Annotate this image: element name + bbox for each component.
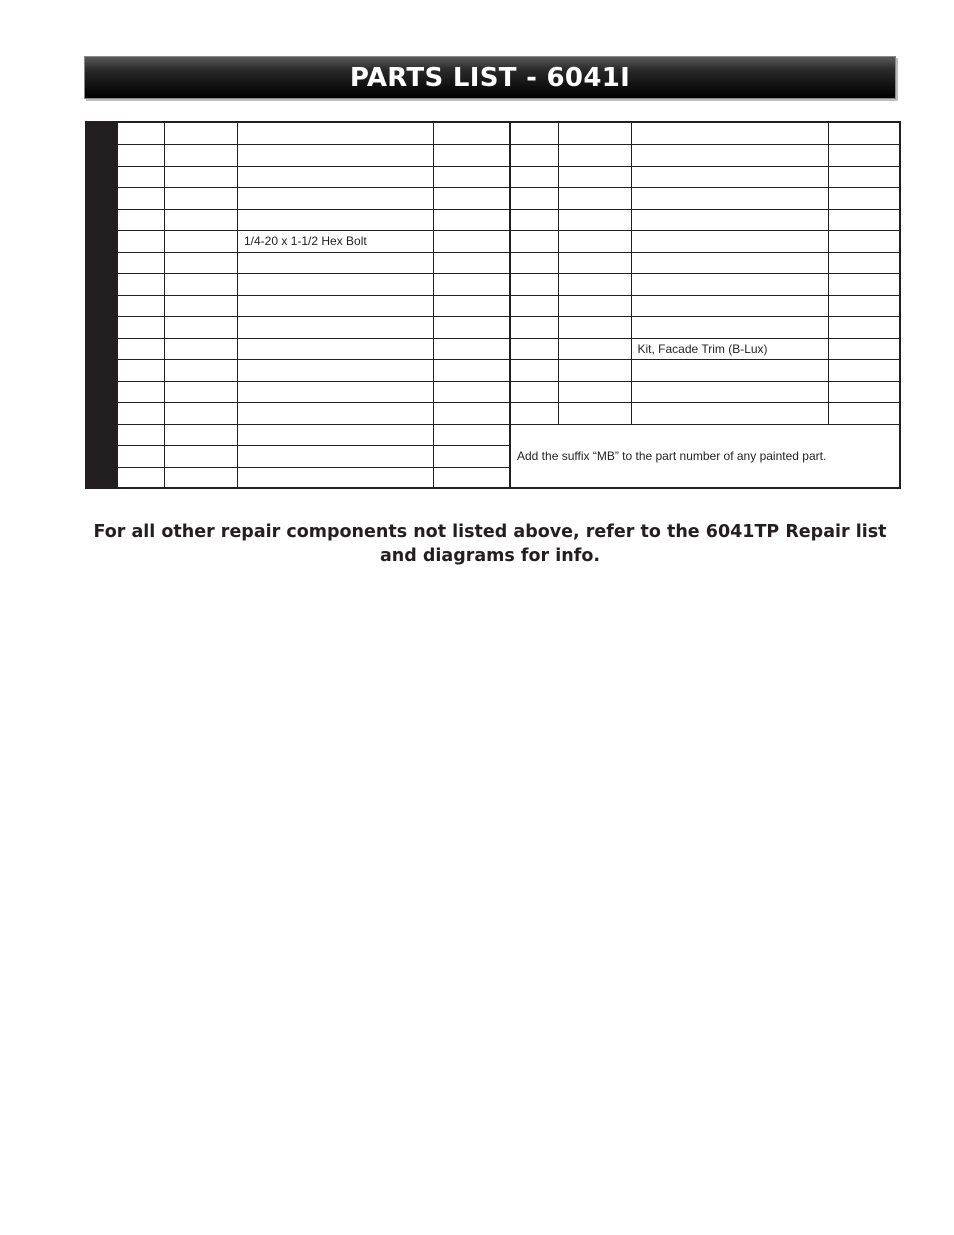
table-side-band [87,123,117,487]
table-cell [434,166,510,188]
table-cell [238,123,434,145]
table-cell [558,338,631,360]
table-cell [631,274,828,296]
page-title: PARTS LIST - 6041I [349,62,631,93]
table-cell [558,295,631,317]
table-cell [828,252,900,274]
table-cell [238,295,434,317]
table-cell [165,231,238,253]
table-cell [631,317,828,339]
table-cell [118,295,165,317]
table-cell [434,467,510,489]
table-cell [118,467,165,489]
table-cell [165,381,238,403]
table-cell [631,209,828,231]
table-cell [165,209,238,231]
table-cell [828,123,900,145]
table-cell [631,231,828,253]
table-cell [510,145,558,167]
table-row [510,360,900,382]
table-cell [828,295,900,317]
table-cell: 1/4-20 x 1-1/2 Hex Bolt [238,231,434,253]
table-row [118,166,510,188]
table-cell [165,338,238,360]
table-cell [165,123,238,145]
table-cell [510,231,558,253]
table-cell [238,209,434,231]
table-cell [828,209,900,231]
table-cell [434,360,510,382]
table-cell [165,317,238,339]
table-row [510,403,900,425]
table-cell [510,123,558,145]
parts-table-left [117,123,511,489]
table-cell [434,317,510,339]
table-cell [434,145,510,167]
table-cell [118,231,165,253]
table-cell [118,338,165,360]
table-cell [118,252,165,274]
table-row [510,166,900,188]
table-cell: Kit, Facade Trim (B-Lux) [631,338,828,360]
table-cell [558,381,631,403]
table-row [510,317,900,339]
table-cell [828,274,900,296]
table-row [118,467,510,489]
table-cell [510,338,558,360]
table-cell [165,360,238,382]
table-cell [558,231,631,253]
table-cell [165,424,238,446]
table-cell [558,145,631,167]
table-cell [510,252,558,274]
table-cell [510,188,558,210]
table-cell [510,274,558,296]
table-cell [631,295,828,317]
table-cell [238,360,434,382]
table-cell [631,188,828,210]
parts-table [85,121,901,489]
table-cell [558,123,631,145]
table-row [118,209,510,231]
table-cell [631,252,828,274]
table-row [118,360,510,382]
table-cell [434,274,510,296]
table-cell [238,446,434,468]
table-cell [165,295,238,317]
table-cell [118,166,165,188]
parts-table-right [509,123,900,424]
table-cell [828,166,900,188]
table-cell [434,446,510,468]
table-row [510,381,900,403]
table-cell [510,381,558,403]
table-cell [238,188,434,210]
table-cell [118,446,165,468]
table-cell [828,145,900,167]
table-cell [118,145,165,167]
table-cell [118,274,165,296]
table-row [510,123,900,145]
table-cell [118,188,165,210]
table-cell [631,403,828,425]
table-cell [631,145,828,167]
table-cell [238,467,434,489]
table-row [510,145,900,167]
table-row [118,446,510,468]
table-cell [118,123,165,145]
table-cell [434,381,510,403]
table-cell [434,424,510,446]
table-row [118,424,510,446]
table-row [118,123,510,145]
table-cell [118,360,165,382]
table-cell [118,424,165,446]
table-cell [165,188,238,210]
table-row [510,274,900,296]
table-cell [238,252,434,274]
table-cell [165,403,238,425]
table-cell [165,145,238,167]
table-cell [434,231,510,253]
table-row [118,403,510,425]
table-cell [238,145,434,167]
table-cell [238,381,434,403]
table-cell [558,317,631,339]
table-cell [434,338,510,360]
table-cell [510,209,558,231]
table-cell [118,403,165,425]
footer-note: For all other repair components not listed above, refer to the 6041TP Repair list and diagrams for info. [93,522,887,566]
table-row [118,295,510,317]
table-cell [238,338,434,360]
table-cell [510,403,558,425]
painted-part-note: Add the suffix “MB” to the part number of any painted part. [509,424,899,487]
table-cell [828,317,900,339]
table-cell [238,403,434,425]
table-row [510,338,900,360]
table-cell [510,295,558,317]
table-cell [631,381,828,403]
table-row [118,317,510,339]
table-cell [558,209,631,231]
table-cell [558,403,631,425]
table-cell [631,360,828,382]
table-cell [828,403,900,425]
table-row [510,252,900,274]
table-cell [238,424,434,446]
table-cell [558,274,631,296]
table-row [510,188,900,210]
table-cell [510,166,558,188]
table-row [118,231,510,253]
table-row [510,295,900,317]
table-cell [165,446,238,468]
table-row [510,231,900,253]
table-cell [118,381,165,403]
table-cell [118,209,165,231]
table-cell [558,360,631,382]
table-cell [434,209,510,231]
table-cell [828,231,900,253]
table-cell [238,317,434,339]
table-row [118,188,510,210]
table-cell [434,252,510,274]
table-cell [510,317,558,339]
table-row [118,381,510,403]
table-row [510,209,900,231]
table-cell [434,295,510,317]
table-cell [165,274,238,296]
table-row [118,252,510,274]
table-cell [631,123,828,145]
table-cell [238,274,434,296]
table-cell [558,188,631,210]
table-cell [510,360,558,382]
table-cell [631,166,828,188]
table-cell [238,166,434,188]
table-cell [165,467,238,489]
table-cell [165,252,238,274]
table-row [118,145,510,167]
table-cell [828,188,900,210]
table-cell [434,188,510,210]
table-cell [828,381,900,403]
table-cell [165,166,238,188]
table-cell [828,338,900,360]
table-cell [558,252,631,274]
table-cell [828,360,900,382]
table-row [118,274,510,296]
table-cell [434,403,510,425]
table-cell [558,166,631,188]
page-title-bar [84,56,896,99]
table-cell [118,317,165,339]
table-row [118,338,510,360]
table-cell [434,123,510,145]
